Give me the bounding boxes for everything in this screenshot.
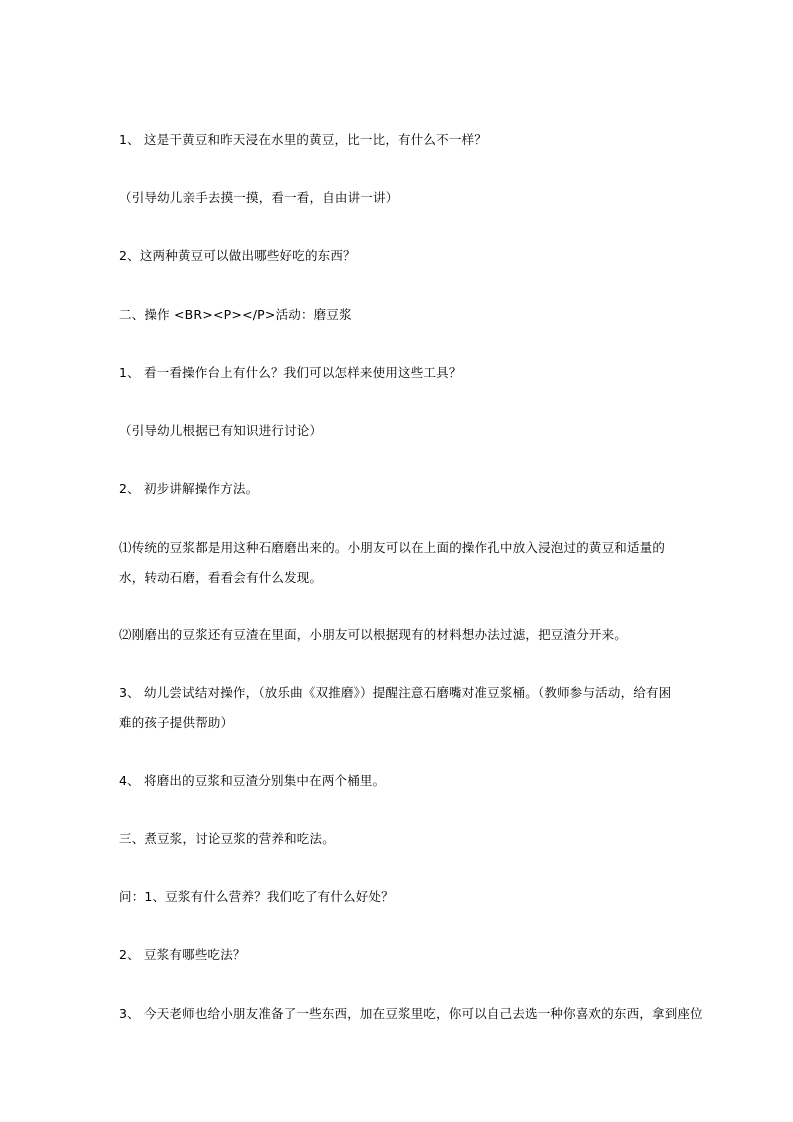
paragraph-guide-touch: （引导幼儿亲手去摸一摸，看一看，自由讲一讲） <box>119 190 399 205</box>
paragraph-choose-additions: 3、 今天老师也给小朋友准备了一些东西，加在豆浆里吃，你可以自己去选一种你喜欢的东西，拿到座位 <box>119 1006 703 1021</box>
section-heading-operation: 二、操作 <BR><P></P>活动：磨豆浆 <box>119 307 352 322</box>
section-heading-boil: 三、煮豆浆，讨论豆浆的营养和吃法。 <box>119 831 335 846</box>
paragraph-filter-dregs: ⑵刚磨出的豆浆还有豆渣在里面，小朋友可以根据现有的材料想办法过滤，把豆渣分开来。 <box>119 627 628 642</box>
paragraph-pair-operation: 3、 幼儿尝试结对操作，（放乐曲《双推磨》）提醒注意石磨嘴对准豆浆桶。（教师参与活动，给有困难的孩子提供帮助） <box>119 685 672 730</box>
paragraph-look-tools: 1、 看一看操作台上有什么？我们可以怎样来使用这些工具？ <box>119 365 462 380</box>
paragraph-compare-beans: 1、 这是干黄豆和昨天浸在水里的黄豆，比一比，有什么不一样？ <box>119 132 487 147</box>
paragraph-collect-buckets: 4、 将磨出的豆浆和豆渣分别集中在两个桶里。 <box>119 773 386 788</box>
paragraph-stone-mill: ⑴传统的豆浆都是用这种石磨磨出来的。小朋友可以在上面的操作孔中放入浸泡过的黄豆和适量的水，转动石磨，看看会有什么发现。 <box>119 540 666 585</box>
paragraph-ways-to-eat: 2、 豆浆有哪些吃法？ <box>119 947 246 962</box>
paragraph-guide-discuss: （引导幼儿根据已有知识进行讨论） <box>119 423 323 438</box>
paragraph-explain-method: 2、 初步讲解操作方法。 <box>119 481 259 496</box>
paragraph-what-foods: 2、这两种黄豆可以做出哪些好吃的东西？ <box>119 248 356 263</box>
paragraph-nutrition-question: 问：1、豆浆有什么营养？我们吃了有什么好处？ <box>119 889 394 904</box>
